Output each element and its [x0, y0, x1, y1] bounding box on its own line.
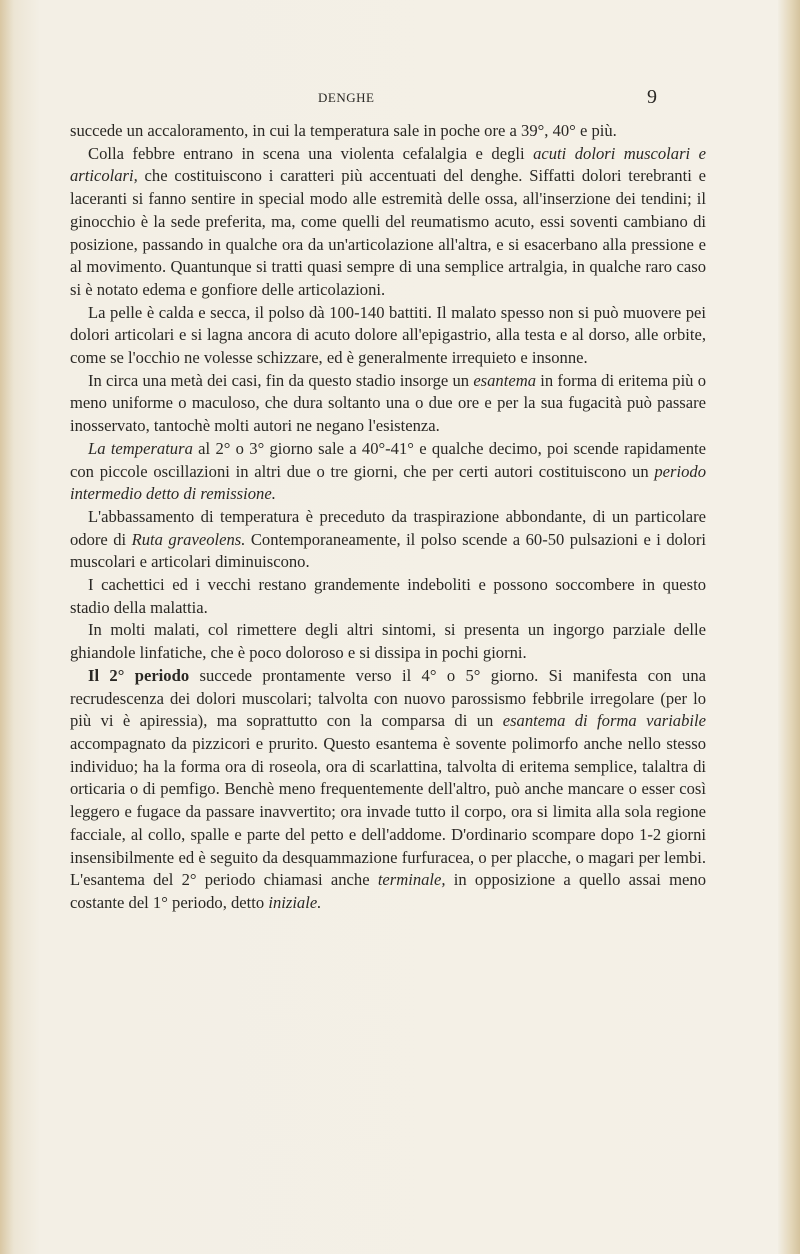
page-number: 9 [647, 86, 657, 108]
text-run: L'abbassamento di temperatura è preceduto da traspirazione abbondante, di un particolare odore di [70, 506, 706, 549]
paragraph [70, 506, 706, 574]
text-run: in forma di eritema più o meno uniforme o maculoso, che dura soltanto una o due ore e per la sua fugacità può passare inosservato, tantochè molti autori ne negano l'esistenza. [70, 370, 706, 436]
italic-run: iniziale. [268, 892, 322, 912]
page-header [0, 86, 800, 116]
text-run: succede prontamente verso il 4° o 5° giorno. Si manifesta con una recrudescenza dei dolori muscolari; talvolta con nuovo parossismo febbrile irregolare (per lo più vi è apiressia), ma soprattutto con la comparsa di un [70, 665, 706, 731]
bold-run: Il 2° periodo [88, 665, 190, 685]
paragraph [70, 302, 706, 370]
paragraph [70, 619, 706, 664]
paragraph [70, 120, 706, 143]
text-run: al 2° o 3° giorno sale a 40°-41° e qualche decimo, poi scende rapidamente con piccole oscillazioni in altri due o tre giorni, che per certi autori costituiscono un [70, 438, 706, 481]
paragraph [70, 438, 706, 506]
paragraph [70, 370, 706, 438]
text-run: I cachettici ed i vecchi restano grandemente indeboliti e possono soccombere in questo stadio della malattia. [70, 575, 706, 617]
italic-run: Ruta graveolens. [131, 529, 246, 549]
text-run: In molti malati, col rimettere degli altri sintomi, si presenta un ingorgo parziale delle ghiandole linfatiche, che è poco doloroso e si dissipa in pochi giorni. [70, 620, 706, 663]
text-run: Contemporaneamente, il polso scende a 60-50 pulsazioni e i dolori muscolari e articolari diminuiscono. [70, 529, 706, 572]
italic-run: La temperatura [88, 438, 193, 458]
body-text [70, 120, 706, 915]
text-run: che costituiscono i caratteri più accentuati del denghe. Siffatti dolori terebranti e laceranti si fanno sentire in special modo alle estremità delle ossa, all'inserzione dei tendini; il ginocchio è la sede preferita, ma, come quelli del reumatismo acuto, essi soventi cambiano di posizione, passando in qualche ora da un'articolazione all'altra, e si esacerbano alla pressione e al movimento. Quantunque si tratti quasi sempre di una semplice artralgia, in qualche raro caso si è notato edema e gonfiore delle articolazioni. [70, 166, 706, 299]
text-run: La pelle è calda e secca, il polso dà 100-140 battiti. Il malato spesso non si può muovere pei dolori articolari e si lagna ancora di acuto dolore all'epigastrio, alla testa e al dorso, alle orbite, come se l'occhio ne volesse schizzare, ed è generalmente irrequieto e insonne. [70, 302, 706, 368]
italic-run: periodo intermedio detto di remissione. [70, 461, 706, 504]
text-run: accompagnato da pizzicori e prurito. Questo esantema è sovente polimorfo anche nello stesso individuo; ha la forma ora di roseola, ora di scarlattina, talvolta di eritema semplice, talaltra di orticaria o di pemfigo. Benchè meno frequentemente dell'altro, può anche mancare o esser così leggero e fugace da passare inavvertito; ora invade tutto il corpo, ora si limita alla sola regione facciale, al collo, spalle e parte del petto e dell'addome. D'ordinario scompare dopo 1-2 giorni insensibilmente ed è seguito da desquammazione furfuracea, o per placche, o magari per lembi. L'esantema del 2° periodo chiamasi anche [70, 733, 706, 890]
page-edge-shadow [778, 0, 800, 1254]
italic-run: terminale, [377, 870, 446, 890]
paragraph [70, 143, 706, 302]
italic-run: esantema [473, 370, 536, 390]
text-run: In circa una metà dei casi, fin da questo stadio insorge un [88, 370, 474, 390]
paragraph [70, 574, 706, 619]
italic-run: esantema di forma variabile [502, 711, 706, 731]
text-run: in opposizione a quello assai meno costante del 1° periodo, detto [70, 870, 707, 912]
running-head: DENGHE [318, 90, 375, 105]
paragraph [70, 665, 706, 915]
italic-run: acuti dolori muscolari e articolari, [70, 143, 707, 186]
text-run: succede un accaloramento, in cui la temperatura sale in poche ore a 39°, 40° e più. [70, 121, 617, 140]
text-run: Colla febbre entrano in scena una violenta cefalalgia e degli [88, 143, 534, 163]
